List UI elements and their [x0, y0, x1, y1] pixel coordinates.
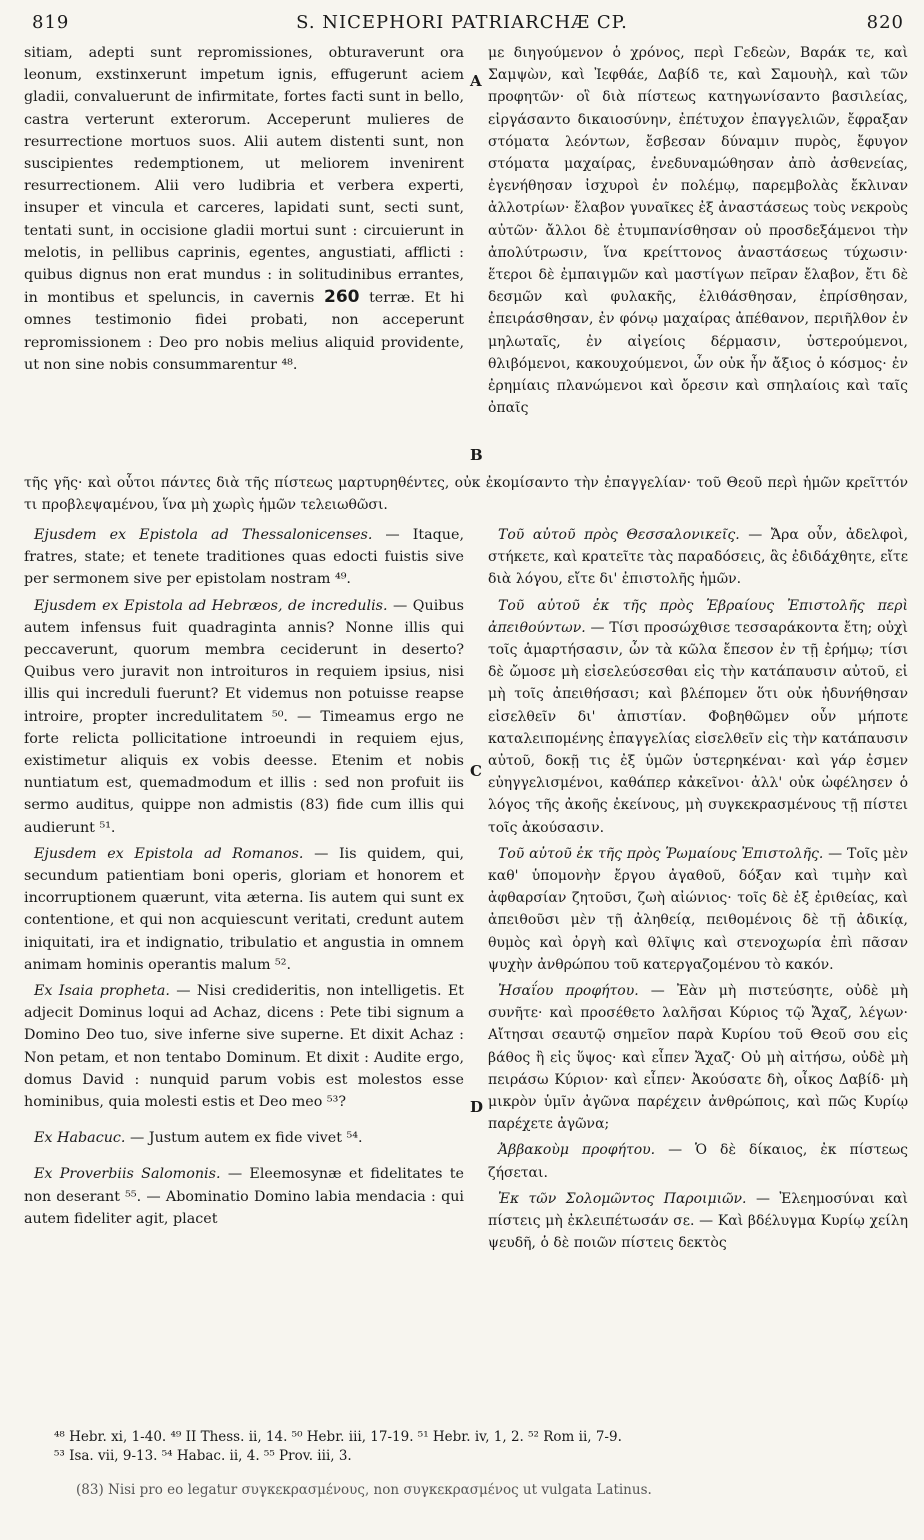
latin-section-isaiah [24, 980, 464, 1113]
latin-column-lower [24, 520, 464, 1230]
latin-section-hebrews [24, 595, 464, 839]
section-text: — Ἐὰν μὴ πιστεύσητε, οὐδὲ μὴ συνῆτε· καὶ προσέθετο λαλῆσαι Κύριος τῷ Ἄχαζ, λέγων· Αἴτησαι σεαυτῷ σημεῖον παρὰ Κυρίου τοῦ Θεοῦ σου εἰς βάθος ἢ εἰς ὕψος· καὶ εἶπεν Ἄχαζ· Οὐ μὴ αἰτήσω, οὐδὲ μὴ πειράσω Κύριον· καὶ εἶπεν· Ἀκούσατε δὴ, οἶκος Δαβίδ· μὴ μικρὸν ὑμῖν ἀγῶνα παρέχειν ἀνθρώποις, καὶ πῶς Κυρίῳ παρέχετε ἀγῶνα; [488, 983, 908, 1133]
section-text: — Quibus autem infensus fuit quadraginta annis? Nonne illis qui peccaverunt, quorum membra ceciderunt in deserto? Quibus vero juravit non introituros in requiem ipsius, nisi illis qui increduli fuerunt? Et videmus non potuisse reapse introire, propter incredulitatem ⁵⁰. — Timeamus ergo ne forte relicta pollicitatione introeundi in requiem ejus, existimetur aliquis ex vobis deesse. Etenim et nobis nuntiatum est, quemadmodum et illis : sed non profuit iis sermo auditus, quippe non admistis (83) fide cum illis qui audierunt ⁵¹. [24, 597, 465, 836]
section-title: Ἐκ τῶν Σολομῶντος Παροιμιῶν. [498, 1190, 747, 1207]
margin-marker-b: B [470, 446, 483, 464]
footnotes [54, 1428, 914, 1466]
greek-column-lower [488, 520, 908, 1255]
section-text: — Iis quidem, qui, secundum patientiam boni operis, gloriam et honorem et incorruptionem quærunt, vita æterna. Iis autem qui sunt ex contentione, et qui non acquiescunt veritati, credunt autem iniquitati, ira et indignatio, tribulatio et angustia in omnem animam hominis operantis malum ⁵². [24, 845, 464, 973]
greek-full-line: τῆς γῆς· καὶ οὗτοι πάντες διὰ τῆς πίστεως μαρτυρηθέντες, οὐκ ἐκομίσαντο τὴν ἐπαγγελίαν· τοῦ Θεοῦ περὶ ἡμῶν κρεῖττόν τι προβλεψαμένου, ἵνα μὴ χωρὶς ἡμῶν τελειωθῶσι. [24, 475, 908, 514]
latin-section-romans [24, 843, 464, 976]
greek-section-isaiah [488, 980, 908, 1135]
section-title: Ejusdem ex Epistola ad Romanos. [34, 845, 304, 862]
section-text: — Itaque, fratres, state; et tenete traditiones quas edocti fuistis sive per sermonem sive per epistolam nostram ⁴⁹. [24, 527, 464, 588]
critical-note: (83) Nisi pro eo legatur συγκεκρασμένους, non συγκεκρασμένος ut vulgata Latinus. [76, 1482, 652, 1498]
right-page-number: 820 [866, 12, 904, 33]
page [14, 6, 910, 1534]
section-title: Τοῦ αὐτοῦ ἐκ τῆς πρὸς Ἑβραίους Ἐπιστολῆς περὶ ἀπειθούντων. [488, 597, 908, 636]
greek-paragraph-1: με διηγούμενον ὁ χρόνος, περὶ Γεδεὼν, Βαράκ τε, καὶ Σαμψὼν, καὶ Ἰεφθάε, Δαβίδ τε, καὶ Σαμουὴλ, καὶ τῶν προφητῶν· οἳ διὰ πίστεως κατηγωνίσαντο βασιλείας, εἰργάσαντο δικαιοσύνην, ἐπέτυχον ἐπαγγελιῶν, ἔφραξαν στόματα λεόντων, ἔσβεσαν δύναμιν πυρὸς, ἔφυγον στόματα μαχαίρας, ἐνεδυναμώθησαν ἀπὸ ἀσθενείας, ἐγενήθησαν ἰσχυροὶ ἐν πολέμῳ, παρεμβολὰς ἔκλιναν ἀλλοτρίων· ἔλαβον γυναῖκες ἐξ ἀναστάσεως τοὺς νεκροὺς αὐτῶν· ἄλλοι δὲ ἐτυμπανίσθησαν οὐ προσδεξάμενοι τὴν ἀπολύτρωσιν, ἵνα κρείττονος ἀναστάσεως τύχωσιν· ἕτεροι δὲ ἐμπαιγμῶν καὶ μαστίγων πεῖραν ἔλαβον, ἔτι δὲ δεσμῶν καὶ φυλακῆς, ἐλιθάσθησαν, ἐπρίσθησαν, ἐπειράσθησαν, ἐν φόνῳ μαχαίρας ἀπέθανον, περιῆλθον ἐν μηλωταῖς, ἐν αἰγείοις δέρμασιν, ὑστερούμενοι, θλιβόμενοι, κακουχούμενοι, ὧν οὐκ ἦν ἄξιος ὁ κόσμος· ἐν ἐρημίαις πλανώμενοι καὶ ὄρεσιν καὶ σπηλαίοις καὶ ταῖς ὀπαῖς [488, 45, 908, 417]
section-text: — Eleemosynæ et fidelitates te non deserant ⁵⁵. — Abominatio Domino labia mendacia : qui autem fideliter agit, placet [24, 1166, 464, 1227]
section-text: — Ἄρα οὖν, ἀδελφοὶ, στήκετε, καὶ κρατεῖτε τὰς παραδόσεις, ἃς ἐδιδάχθητε, εἴτε διὰ λόγου, εἴτε δι' ἐπιστολῆς ἡμῶν. [488, 527, 909, 588]
latin-column [24, 42, 464, 376]
section-title: Ἀββακοὺμ προφήτου. [498, 1142, 656, 1159]
left-page-number: 819 [32, 12, 70, 33]
section-title: Ex Isaia propheta. [34, 983, 170, 1000]
column-number: 260 [323, 287, 360, 308]
margin-marker-c: C [470, 762, 482, 780]
margin-marker-a: A [470, 72, 482, 90]
margin-marker-d: D [470, 1098, 484, 1116]
section-title: Ex Habacuc. [34, 1130, 126, 1147]
section-title: Ejusdem ex Epistola ad Hebræos, de incredulis. [34, 597, 388, 614]
greek-column [488, 42, 908, 419]
section-text: — Τίσι προσώχθισε τεσσαράκοντα ἔτη; οὐχὶ τοῖς ἁμαρτήσασιν, ὧν τὰ κῶλα ἔπεσον ἐν τῇ ἐρήμῳ; τίσι δὲ ὤμοσε μὴ εἰσελεύσεσθαι εἰς τὴν κατάπαυσιν αὐτοῦ, εἰ μὴ τοῖς ἀπειθήσασι; καὶ βλέπομεν ὅτι οὐκ ἠδυνήθησαν εἰσελθεῖν δι' ἀπιστίαν. Φοβηθῶμεν οὖν μήποτε καταλειπομένης ἐπαγγελίας εἰσελθεῖν εἰς τὴν κατάπαυσιν αὐτοῦ, δοκῇ τις ἐξ ὑμῶν ὑστερηκέναι· καὶ γάρ ἐσμεν εὐηγγελισμένοι, καθάπερ κἀκεῖνοι· ἀλλ' οὐκ ὠφέλησεν ὁ λόγος τῆς ἀκοῆς ἐκείνους, μὴ συγκεκρασμένους τῇ πίστει τοῖς ἀκούσασιν. [488, 619, 908, 836]
greek-section-hebrews [488, 595, 908, 839]
latin-text: terræ. Et hi omnes testimonio fidei probati, non acceperunt repromissionem : Deo pro nobis melius aliquid providente, ut non sine nobis consummarentur ⁴⁸. [24, 290, 465, 373]
greek-section-romans [488, 843, 908, 976]
section-text: — Τοῖς μὲν καθ' ὑπομονὴν ἔργου ἀγαθοῦ, δόξαν καὶ τιμὴν καὶ ἀφθαρσίαν ζητοῦσι, ζωὴ αἰώνιος· τοῖς δὲ ἐξ ἐριθείας, καὶ ἀπειθοῦσι μὲν τῇ ἀληθείᾳ, πειθομένοις δὲ τῇ ἀδικίᾳ, θυμὸς καὶ ὀργὴ καὶ θλῖψις καὶ στενοχωρία ἐπὶ πᾶσαν ψυχὴν ἀνθρώπου τοῦ κατεργαζομένου τὸ κακόν. [488, 845, 909, 973]
section-title: Ex Proverbiis Salomonis. [34, 1166, 221, 1183]
latin-paragraph-1 [24, 42, 464, 376]
greek-section-habacuc [488, 1139, 908, 1183]
latin-section-thessalonians [24, 524, 464, 591]
page-header [14, 6, 910, 40]
latin-section-habacuc [24, 1127, 464, 1149]
footnote-line-2: ⁵³ Isa. vii, 9-13. ⁵⁴ Habac. ii, 4. ⁵⁵ Prov. iii, 3. [54, 1448, 352, 1464]
greek-section-thessalonians [488, 524, 908, 591]
running-title: S. NICEPHORI PATRIARCHÆ CP. [296, 12, 628, 33]
latin-section-proverbs [24, 1163, 464, 1230]
section-title: Τοῦ αὐτοῦ πρὸς Θεσσαλονικεῖς. [498, 527, 740, 543]
section-text: — Ἐλεημοσύναι καὶ πίστεις μὴ ἐκλειπέτωσάν σε. — Καὶ βδέλυγμα Κυρίῳ χείλη ψευδῆ, ὁ δὲ ποιῶν πίστεις δεκτὸς [488, 1190, 908, 1252]
section-title: Ejusdem ex Epistola ad Thessalonicenses. [34, 527, 373, 543]
greek-section-proverbs [488, 1188, 908, 1255]
section-text: — Nisi credideritis, non intelligetis. Et adjecit Dominus loqui ad Achaz, dicens : Pete tibi signum a Domino Deo tuo, sive inferne sive superne. Et dixit Achaz : Non petam, et non tentabo Dominum. Et dixit : Audite ergo, domus David : nunquid parum vobis est molestos esse hominibus, quia molesti estis et Deo meo ⁵³? [24, 983, 465, 1111]
footnote-line-1: ⁴⁸ Hebr. xi, 1-40. ⁴⁹ II Thess. ii, 14. ⁵⁰ Hebr. iii, 17-19. ⁵¹ Hebr. iv, 1, 2. ⁵² Rom ii, 7-9. [54, 1429, 622, 1445]
section-title: Τοῦ αὐτοῦ ἐκ τῆς πρὸς Ῥωμαίους Ἐπιστολῆς. [498, 845, 824, 862]
section-text: — Justum autem ex fide vivet ⁵⁴. [130, 1130, 363, 1147]
section-title: Ἠσαΐου προφήτου. [498, 983, 639, 1000]
section-text: — Ὁ δὲ δίκαιος, ἐκ πίστεως ζήσεται. [488, 1142, 908, 1181]
latin-text: sitiam, adepti sunt repromissiones, obturaverunt ora leonum, exstinxerunt impetum ignis, effugerunt aciem gladii, convaluerunt de infirmitate, fortes facti sunt in bello, castra verterunt exterorum. Acceperunt mulieres de resurrectione mortuos suos. Alii autem distenti sunt, non suscipientes redemptionem, ut meliorem invenirent resurrectionem. Alii vero ludibria et verbera experti, insuper et vincula et carceres, lapidati sunt, secti sunt, tentati sunt, in occisione gladii mortui sunt : circuierunt in melotis, in pellibus caprinis, egentes, angustiati, afflicti : quibus dignus non erat mundus : in solitudinibus errantes, in montibus et speluncis, in cavernis [24, 45, 464, 307]
